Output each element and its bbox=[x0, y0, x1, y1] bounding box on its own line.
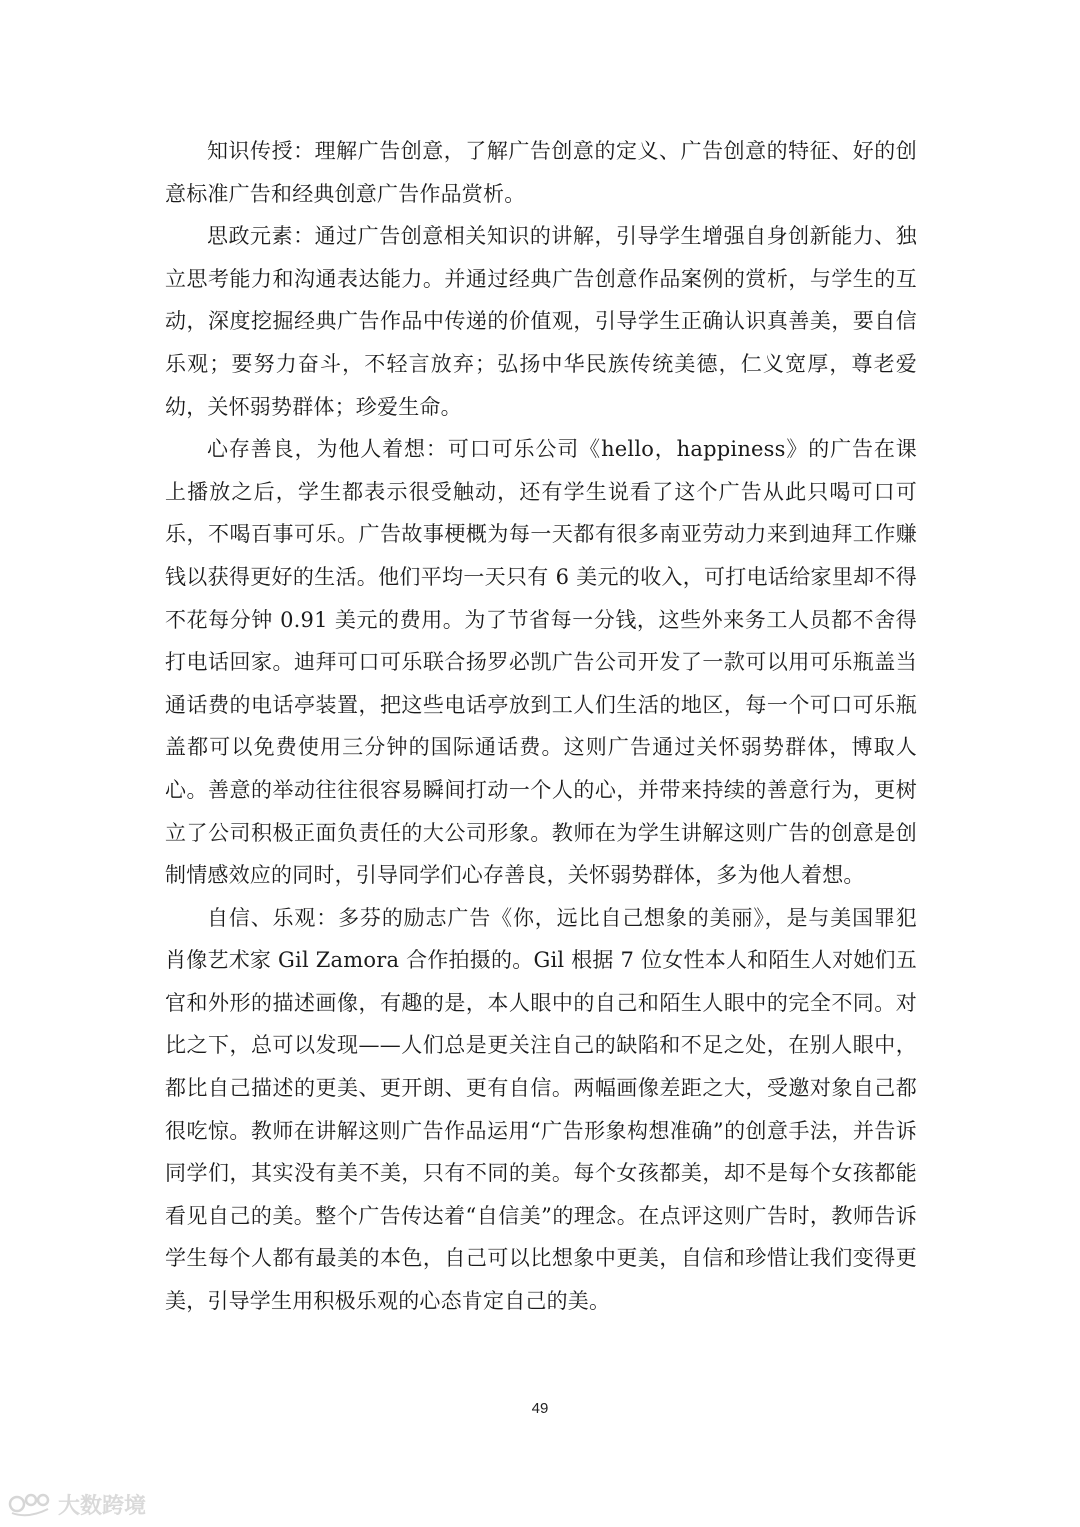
document-body bbox=[165, 130, 917, 1323]
watermark bbox=[8, 1490, 146, 1518]
paragraph-ideology: 思政元素：通过广告创意相关知识的讲解，引导学生增强自身创新能力、独立思考能力和沟通表达能力。并通过经典广告创意作品案例的赏析，与学生的互动，深度挖掘经典广告作品中传递的价值观，引导学生正确认识真善美，要自信乐观；要努力奋斗，不轻言放弃；弘扬中华民族传统美德，仁义宽厚，尊老爱幼，关怀弱势群体；珍爱生命。 bbox=[165, 224, 917, 419]
paragraph-dove-case: 自信、乐观：多芬的励志广告《你，远比自己想象的美丽》，是与美国罪犯肖像艺术家 Gil Zamora 合作拍摄的。Gil 根据 7 位女性本人和陌生人对她们五官和外形的描述画像，有趣的是，本人眼中的自己和陌生人眼中的完全不同。对比之下，总可以发现——人们总是更关注自己的缺陷和不足之处，在别人眼中，都比自己描述的更美、更开朗、更有自信。两幅画像差距之大，受邀对象自己都很吃惊。教师在讲解这则广告作品运用“广告形象构想准确”的创意手法，并告诉同学们，其实没有美不美，只有不同的美。每个女孩都美，却不是每个女孩都能看见自己的美。整个广告传达着“自信美”的理念。在点评这则广告时，教师告诉学生每个人都有最美的本色，自己可以比想象中更美，自信和珍惜让我们变得更美，引导学生用积极乐观的心态肯定自己的美。 bbox=[165, 905, 917, 1314]
watermark-text: 大数跨境 bbox=[58, 1493, 147, 1519]
page-number: 49 bbox=[531, 1400, 549, 1417]
paragraph-coca-cola-case: 心存善良，为他人着想：可口可乐公司《hello，happiness》的广告在课上播放之后，学生都表示很受触动，还有学生说看了这个广告从此只喝可口可乐，不喝百事可乐。广告故事梗概为每一天都有很多南亚劳动力来到迪拜工作赚钱以获得更好的生活。他们平均一天只有 6 美元的收入，可打电话给家里却不得不花每分钟 0.91 美元的费用。为了节省每一分钱，这些外来务工人员都不舍得打电话回家。迪拜可口可乐联合扬罗必凯广告公司开发了一款可以用可乐瓶盖当通话费的电话亭装置，把这些电话亭放到工人们生活的地区，每一个可口可乐瓶盖都可以免费使用三分钟的国际通话费。这则广告通过关怀弱势群体，博取人心。善意的举动往往很容易瞬间打动一个人的心，并带来持续的善意行为，更树立了公司积极正面负责任的大公司形象。教师在为学生讲解这则广告的创意是创制情感效应的同时，引导同学们心存善良，关怀弱势群体，多为他人着想。 bbox=[165, 437, 917, 888]
paragraph-knowledge: 知识传授：理解广告创意，了解广告创意的定义、广告创意的特征、好的创意标准广告和经典创意广告作品赏析。 bbox=[165, 139, 917, 206]
brand-logo-icon bbox=[8, 1491, 52, 1517]
